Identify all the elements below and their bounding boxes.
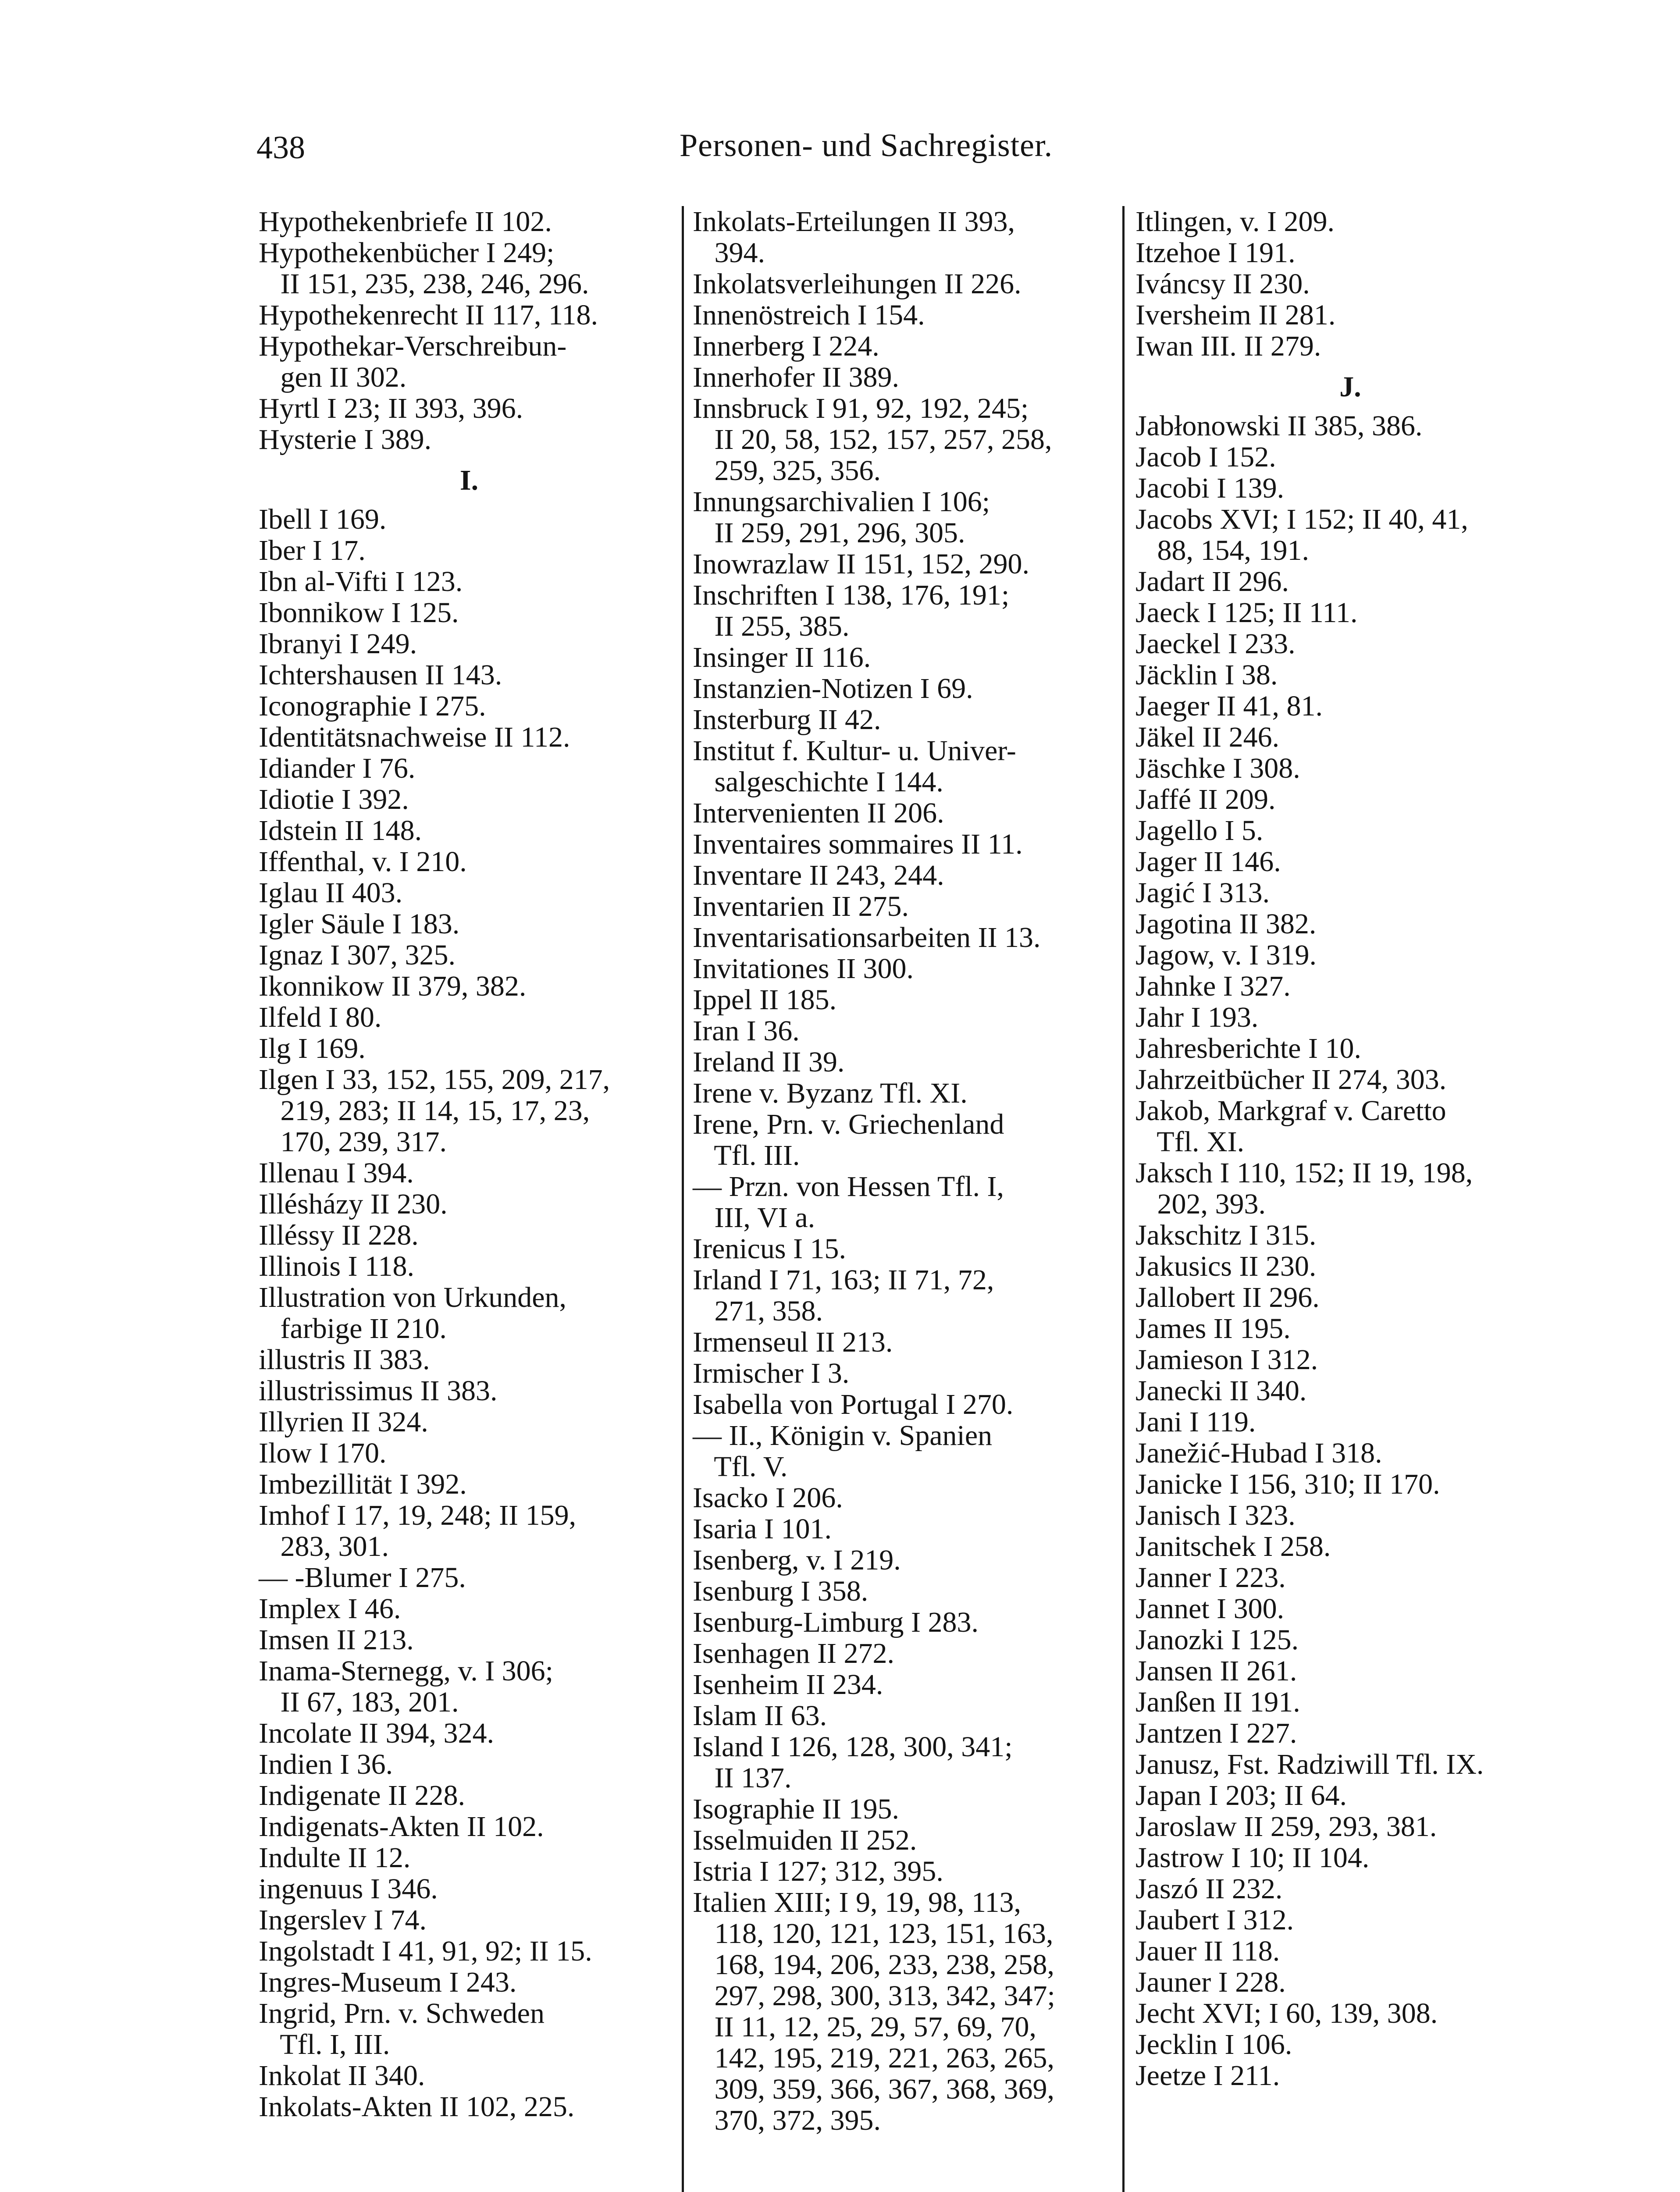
index-entry-line: Isenberg, v. I 219. [693, 1544, 901, 1576]
index-entry-line: Japan I 203; II 64. [1135, 1779, 1347, 1811]
section-letter-heading: J. [1339, 371, 1361, 403]
index-entry-line: Jakob, Markgraf v. Caretto [1135, 1095, 1446, 1127]
index-entry-line: 118, 120, 121, 123, 151, 163, [693, 1918, 1054, 1950]
index-entry-line: 202, 393. [1135, 1188, 1266, 1220]
index-entry-line: Jaroslaw II 259, 293, 381. [1135, 1811, 1437, 1843]
index-entry-line: Isographie II 195. [693, 1793, 900, 1825]
index-entry-line: 309, 359, 366, 367, 368, 369, [693, 2073, 1054, 2105]
index-entry-line: Isabella von Portugal I 270. [693, 1388, 1014, 1420]
index-entry-line: Identitätsnachweise II 112. [259, 721, 570, 753]
index-entry-line: Indien I 36. [259, 1748, 393, 1780]
index-entry-line: Hyrtl I 23; II 393, 396. [259, 392, 523, 424]
index-entry-line: Iber I 17. [259, 534, 366, 566]
index-entry-line: Isenheim II 234. [693, 1669, 883, 1701]
index-entry-line: Istria I 127; 312, 395. [693, 1855, 943, 1887]
page-number: 438 [256, 130, 305, 166]
index-entry-line: Jaeger II 41, 81. [1135, 690, 1323, 722]
index-entry-line: Janozki I 125. [1135, 1624, 1299, 1656]
index-entry-line: Ingolstadt I 41, 91, 92; II 15. [259, 1935, 592, 1967]
index-entry-line: 170, 239, 317. [259, 1126, 447, 1158]
index-entry-line: Illésházy II 230. [259, 1188, 448, 1220]
index-entry-line: gen II 302. [259, 361, 407, 393]
index-entry-line: Inkolatsverleihungen II 226. [693, 268, 1022, 300]
index-entry-line: Jaksch I 110, 152; II 19, 198, [1135, 1157, 1473, 1189]
index-entry-line: Insterburg II 42. [693, 704, 881, 736]
index-entry-line: Jadart II 296. [1135, 566, 1289, 598]
index-entry-line: Iversheim II 281. [1135, 299, 1336, 331]
index-entry-line: Inventarien II 275. [693, 890, 909, 922]
index-entry-line: Hypothekenbücher I 249; [259, 237, 555, 269]
index-entry-line: Jabłonowski II 385, 386. [1135, 410, 1423, 442]
index-entry-line: Jecklin I 106. [1135, 2028, 1292, 2060]
index-entry-line: Janisch I 323. [1135, 1499, 1296, 1531]
index-entry-line: Ilfeld I 80. [259, 1001, 382, 1033]
index-entry-line: Itzehoe I 191. [1135, 237, 1296, 269]
index-entry-line: Ilow I 170. [259, 1437, 387, 1469]
index-entry-line: Ippel II 185. [693, 984, 837, 1016]
index-entry-line: Imhof I 17, 19, 248; II 159, [259, 1499, 577, 1531]
index-entry-line: James II 195. [1135, 1313, 1291, 1345]
index-entry-line: Tfl. V. [693, 1451, 788, 1483]
index-entry-line: 370, 372, 395. [693, 2104, 881, 2136]
index-entry-line: Irmenseul II 213. [693, 1326, 893, 1358]
index-entry-line: II 255, 385. [693, 610, 850, 642]
index-entry-line: Jantzen I 227. [1135, 1717, 1297, 1749]
index-entry-line: — Przn. von Hessen Tfl. I, [693, 1171, 1004, 1203]
index-entry-line: Ingrid, Prn. v. Schweden [259, 1997, 545, 2029]
index-entry-line: Inkolats-Erteilungen II 393, [693, 206, 1015, 238]
index-entry-line: Jani I 119. [1135, 1406, 1256, 1438]
index-entry-line: Jeetze I 211. [1135, 2060, 1280, 2092]
index-entry-line: 88, 154, 191. [1135, 534, 1309, 566]
index-entry-line: Janecki II 340. [1135, 1375, 1307, 1407]
index-entry-line: Tfl. III. [693, 1139, 800, 1171]
index-entry-line: Jagello I 5. [1135, 815, 1264, 847]
index-entry-line: Hysterie I 389. [259, 423, 432, 455]
index-entry-line: Ireland II 39. [693, 1046, 845, 1078]
index-entry-line: Islam II 63. [693, 1700, 827, 1732]
index-entry-line: Iran I 36. [693, 1015, 800, 1047]
index-entry-line: Iglau II 403. [259, 877, 403, 909]
index-entry-line: Jakschitz I 315. [1135, 1219, 1317, 1251]
index-entry-line: Inventare II 243, 244. [693, 859, 944, 891]
index-entry-line: 168, 194, 206, 233, 238, 258, [693, 1949, 1054, 1981]
index-entry-line: Ibranyi I 249. [259, 628, 417, 660]
index-entry-line: Ibonnikow I 125. [259, 597, 459, 629]
index-entry-line: farbige II 210. [259, 1313, 447, 1345]
index-entry-line: Jaffé II 209. [1135, 783, 1276, 815]
index-entry-line: Jaubert I 312. [1135, 1904, 1294, 1936]
index-entry-line: Jagić I 313. [1135, 877, 1270, 909]
index-entry-line: Inventarisationsarbeiten II 13. [693, 922, 1041, 954]
index-entry-line: Iconographie I 275. [259, 690, 486, 722]
index-entry-line: Inkolats-Akten II 102, 225. [259, 2091, 575, 2123]
index-entry-line: Jäcklin I 38. [1135, 659, 1278, 691]
index-entry-line: II 137. [693, 1762, 792, 1794]
index-entry-line: Tfl. XI. [1135, 1126, 1245, 1158]
index-entry-line: Ignaz I 307, 325. [259, 939, 456, 971]
index-entry-line: Innungsarchivalien I 106; [693, 486, 990, 518]
index-entry-line: II 151, 235, 238, 246, 296. [259, 268, 589, 300]
index-entry-line: Isselmuiden II 252. [693, 1824, 917, 1856]
index-entry-line: Indigenate II 228. [259, 1779, 465, 1811]
index-entry-line: Implex I 46. [259, 1593, 401, 1625]
index-entry-line: Ilg I 169. [259, 1032, 366, 1064]
index-entry-line: Inkolat II 340. [259, 2060, 425, 2092]
index-entry-line: 259, 325, 356. [693, 455, 881, 487]
index-entry-line: Illustration von Urkunden, [259, 1281, 567, 1313]
index-entry-line: Incolate II 394, 324. [259, 1717, 494, 1749]
index-entry-line: salgeschichte I 144. [693, 766, 943, 798]
index-entry-line: Idiander I 76. [259, 752, 416, 784]
index-entry-line: II 20, 58, 152, 157, 257, 258, [693, 423, 1052, 455]
index-entry-line: Hypothekar-Verschreibun- [259, 330, 567, 362]
index-entry-line: Jagotina II 382. [1135, 908, 1317, 940]
index-entry-line: Jahr I 193. [1135, 1001, 1259, 1033]
index-entry-line: ingenuus I 346. [259, 1873, 438, 1905]
index-entry-line: Jallobert II 296. [1135, 1281, 1320, 1313]
index-entry-line: Jagow, v. I 319. [1135, 939, 1317, 971]
index-entry-line: Institut f. Kultur- u. Univer- [693, 735, 1016, 767]
index-entry-line: 394. [693, 237, 765, 269]
index-entry-line: Jacobi I 139. [1135, 472, 1285, 504]
index-entry-line: Inowrazlaw II 151, 152, 290. [693, 548, 1029, 580]
index-entry-line: Jakusics II 230. [1135, 1250, 1317, 1282]
index-entry-line: Jauer II 118. [1135, 1935, 1280, 1967]
index-entry-line: 142, 195, 219, 221, 263, 265, [693, 2042, 1054, 2074]
index-entry-line: 271, 358. [693, 1295, 823, 1327]
index-entry-line: illustris II 383. [259, 1344, 430, 1376]
index-entry-line: Inventaires sommaires II 11. [693, 828, 1023, 860]
index-entry-line: Jahnke I 327. [1135, 970, 1291, 1002]
index-entry-line: Innsbruck I 91, 92, 192, 245; [693, 392, 1029, 424]
index-entry-line: Island I 126, 128, 300, 341; [693, 1731, 1013, 1763]
index-entry-line: Jacob I 152. [1135, 441, 1276, 473]
index-entry-line: Jacobs XVI; I 152; II 40, 41, [1135, 503, 1468, 535]
index-entry-line: Irene v. Byzanz Tfl. XI. [693, 1077, 968, 1109]
index-entry-line: Irene, Prn. v. Griechenland [693, 1108, 1004, 1140]
index-entry-line: Illéssy II 228. [259, 1219, 419, 1251]
index-entry-line: Isenburg I 358. [693, 1575, 868, 1607]
index-entry-line: Jannet I 300. [1135, 1593, 1285, 1625]
index-entry-line: Janusz, Fst. Radziwill Tfl. IX. [1135, 1748, 1484, 1780]
index-entry-line: Janicke I 156, 310; II 170. [1135, 1468, 1440, 1500]
index-entry-line: Idstein II 148. [259, 815, 422, 847]
index-entry-line: Imbezillität I 392. [259, 1468, 467, 1500]
index-entry-line: Iffenthal, v. I 210. [259, 846, 467, 878]
index-entry-line: Invitationes II 300. [693, 953, 914, 985]
index-entry-line: II 259, 291, 296, 305. [693, 517, 965, 549]
index-column-3 [1135, 206, 1565, 2091]
index-entry-line: Hypothekenbriefe II 102. [259, 206, 552, 238]
index-entry-line: Janitschek I 258. [1135, 1530, 1331, 1562]
index-entry-line: Isaria I 101. [693, 1513, 832, 1545]
index-entry-line: Janßen II 191. [1135, 1686, 1300, 1718]
index-entry-line: Isenhagen II 272. [693, 1637, 895, 1669]
index-entry-line: Ibell I 169. [259, 503, 387, 535]
running-head: Personen- und Sachregister. [680, 128, 1053, 164]
index-entry-line: 297, 298, 300, 313, 342, 347; [693, 1980, 1055, 2012]
index-entry-line: Illyrien II 324. [259, 1406, 428, 1438]
index-entry-line: Itlingen, v. I 209. [1135, 206, 1335, 238]
index-entry-line: Ichtershausen II 143. [259, 659, 502, 691]
index-entry-line: Jaeckel I 233. [1135, 628, 1296, 660]
index-entry-line: Italien XIII; I 9, 19, 98, 113, [693, 1886, 1022, 1918]
index-entry-line: Irenicus I 15. [693, 1233, 847, 1265]
section-letter-heading: I. [459, 464, 479, 496]
index-entry-line: Jahresberichte I 10. [1135, 1032, 1361, 1064]
index-entry-line: 219, 283; II 14, 15, 17, 23, [259, 1095, 590, 1127]
index-entry-line: Inschriften I 138, 176, 191; [693, 579, 1010, 611]
index-entry-line: Jaeck I 125; II 111. [1135, 597, 1358, 629]
index-entry-line: Innerberg I 224. [693, 330, 879, 362]
index-entry-line: Irland I 71, 163; II 71, 72, [693, 1264, 994, 1296]
column-rule-2 [1122, 206, 1125, 2192]
index-entry-line: Innerhofer II 389. [693, 361, 899, 393]
index-entry-line: Ibn al-Vifti I 123. [259, 566, 463, 598]
index-entry-line: Indigenats-Akten II 102. [259, 1811, 544, 1843]
index-entry-line: Intervenienten II 206. [693, 797, 944, 829]
index-entry-line: Inama-Sternegg, v. I 306; [259, 1655, 554, 1687]
index-entry-line: Jansen II 261. [1135, 1655, 1297, 1687]
index-entry-line: Iwan III. II 279. [1135, 330, 1321, 362]
index-entry-line: Janežić-Hubad I 318. [1135, 1437, 1382, 1469]
index-entry-line: Igler Säule I 183. [259, 908, 460, 940]
index-entry-line: Ikonnikow II 379, 382. [259, 970, 527, 1002]
index-entry-line: Tfl. I, III. [259, 2028, 390, 2060]
index-entry-line: Hypothekenrecht II 117, 118. [259, 299, 598, 331]
index-column-2 [693, 206, 1118, 2136]
index-entry-line: Iváncsy II 230. [1135, 268, 1310, 300]
index-entry-line: Irmischer I 3. [693, 1357, 850, 1389]
index-entry-line: — -Blumer I 275. [259, 1562, 466, 1594]
index-entry-line: Indulte II 12. [259, 1842, 411, 1874]
index-entry-line: Isenburg-Limburg I 283. [693, 1606, 979, 1638]
index-entry-line: Jahrzeitbücher II 274, 303. [1135, 1064, 1447, 1096]
index-entry-line: III, VI a. [693, 1202, 815, 1234]
index-entry-line: Jaszó II 232. [1135, 1873, 1283, 1905]
index-entry-line: Jastrow I 10; II 104. [1135, 1842, 1370, 1874]
index-entry-line: Jauner I 228. [1135, 1966, 1286, 1998]
index-entry-line: Imsen II 213. [259, 1624, 414, 1656]
index-entry-line: illustrissimus II 383. [259, 1375, 498, 1407]
index-entry-line: Jäschke I 308. [1135, 752, 1300, 784]
index-entry-line: Jamieson I 312. [1135, 1344, 1318, 1376]
index-entry-line: Jecht XVI; I 60, 139, 308. [1135, 1997, 1438, 2029]
index-entry-line: Insinger II 116. [693, 641, 871, 673]
index-entry-line: Janner I 223. [1135, 1562, 1286, 1594]
index-entry-line: II 67, 183, 201. [259, 1686, 459, 1718]
index-entry-line: Ingres-Museum I 243. [259, 1966, 517, 1998]
index-entry-line: Isacko I 206. [693, 1482, 843, 1514]
index-entry-line: — II., Königin v. Spanien [693, 1420, 993, 1452]
index-entry-line: Ingerslev I 74. [259, 1904, 427, 1936]
index-entry-line: Illenau I 394. [259, 1157, 414, 1189]
index-entry-line: Innenöstreich I 154. [693, 299, 925, 331]
index-entry-line: Idiotie I 392. [259, 783, 409, 815]
index-entry-line: 283, 301. [259, 1530, 389, 1562]
index-entry-line: Ilgen I 33, 152, 155, 209, 217, [259, 1064, 610, 1096]
index-entry-line: Illinois I 118. [259, 1250, 415, 1282]
index-entry-line: II 11, 12, 25, 29, 57, 69, 70, [693, 2011, 1037, 2043]
column-rule-1 [682, 206, 684, 2192]
index-entry-line: Jager II 146. [1135, 846, 1281, 878]
index-entry-line: Instanzien-Notizen I 69. [693, 673, 973, 705]
index-column-1 [259, 206, 680, 2122]
index-entry-line: Jäkel II 246. [1135, 721, 1280, 753]
